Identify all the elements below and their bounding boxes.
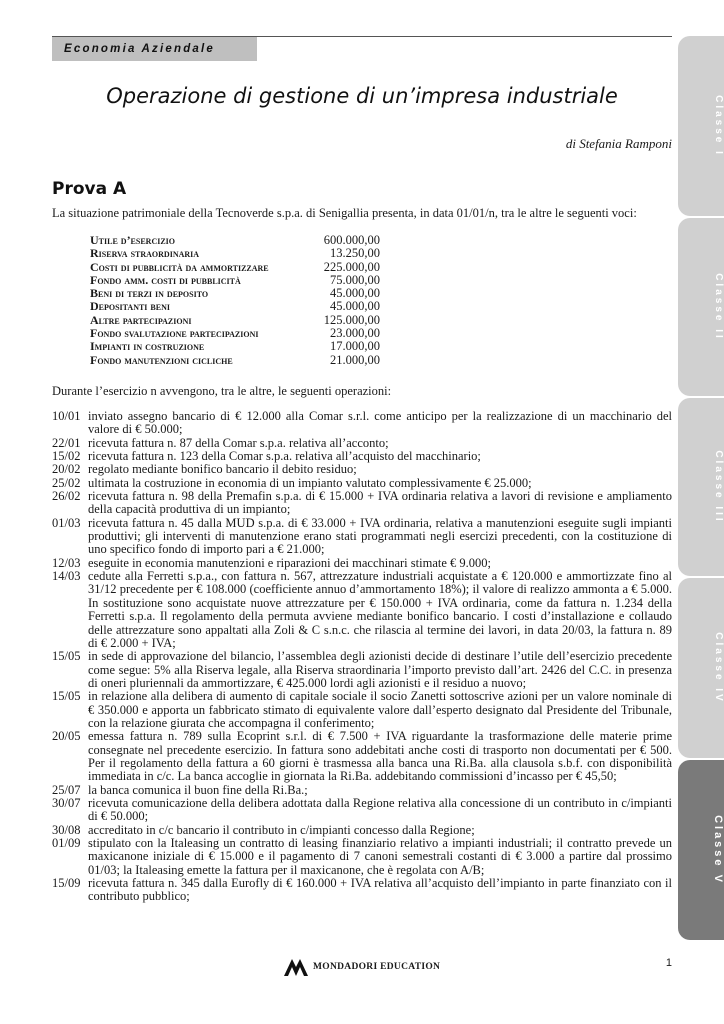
account-row: [90, 314, 380, 327]
account-name: Beni di terzi in deposito: [90, 286, 209, 301]
account-name: Impianti in costruzione: [90, 339, 205, 354]
side-tab-classe-2[interactable]: [678, 218, 724, 396]
account-value: 125.000,00: [323, 312, 380, 327]
account-value: 75.000,00: [330, 272, 380, 287]
account-row: [90, 340, 380, 353]
operation-text: ricevuta comunicazione della delibera adottata dalla Regione relativa alla concessione di un contributo in c/impianti di € 50.000;: [88, 795, 672, 824]
account-name: Riserva straordinaria: [90, 246, 200, 261]
account-name: Costi di pubblicità da ammortizzare: [90, 259, 269, 274]
operation-item: [52, 490, 672, 517]
account-row: [90, 274, 380, 287]
accounts-table: [90, 234, 380, 367]
operation-text: eseguite in economia manutenzioni e riparazioni dei macchinari stimate € 9.000;: [88, 555, 491, 570]
operation-date: 15/09: [52, 876, 81, 891]
account-value: 225.000,00: [323, 259, 380, 274]
account-value: 45.000,00: [330, 286, 380, 301]
operation-date: 15/05: [52, 649, 81, 664]
operation-item: [52, 437, 672, 450]
operation-item: [52, 837, 672, 877]
operation-item: [52, 463, 672, 476]
operation-text: emessa fattura n. 789 sulla Ecoprint s.r.l. di € 7.500 + IVA riguardante la trasformazione delle materie prime consegnate nel precedente esercizio. In fattura sono addebitati anche costi di trasporto non documentati per € 500. Per il regolamento della fattura a 60 giorni è trasmessa alla banca una Ri.Ba. alla clausola s.b.f. con disponibilità immediata in c/c. La banca accoglie in giornata la Ri.Ba. addebitando commissioni d’incasso per € 45,50;: [88, 729, 672, 784]
account-name: Depositanti beni: [90, 299, 170, 314]
side-tab-label: Classe III: [713, 450, 724, 524]
operation-text: regolato mediante bonifico bancario il debito residuo;: [88, 462, 357, 477]
operation-date: 14/03: [52, 569, 81, 584]
operation-item: [52, 784, 672, 797]
page-title: Operazione di gestione di un’impresa industriale: [106, 84, 618, 108]
account-value: 13.250,00: [330, 246, 380, 261]
operation-text: in relazione alla delibera di aumento di capitale sociale il socio Zanetti sottoscrive azioni per un valore nominale di € 350.000 e apporta un fabbricato stimato di equivalente valore dall’esperto designato dal Presidente del Tribunale, con la relazione giurata che accompagna il conferimento;: [88, 689, 672, 730]
operation-item: [52, 570, 672, 650]
operation-item: [52, 477, 672, 490]
side-tab-label: Classe I: [713, 95, 724, 157]
account-row: [90, 247, 380, 260]
operation-text: stipulato con la Italeasing un contratto di leasing finanziario relativo a impianti industriali; il contratto prevede un maxicanone iniziale di € 15.000 e il pagamento di 7 canoni semestrali costanti di € 3.000 a partire dal prossimo 01/03; la Italeasing emette la fattura per il maxicanone, che è regolata con A/B;: [88, 836, 672, 877]
operation-text: inviato assegno bancario di € 12.000 alla Comar s.r.l. come anticipo per la realizzazione di un macchinario del valore di € 50.000;: [88, 409, 672, 437]
operation-date: 01/03: [52, 515, 81, 530]
operations-list: [52, 410, 672, 904]
account-name: Fondo manutenzioni cicliche: [90, 352, 233, 367]
operation-text: ricevuta fattura n. 45 dalla MUD s.p.a. di € 33.000 + IVA ordinaria, relativa a manutenzioni eseguite sugli impianti produttivi; gli interventi di manutenzione erano stati programmati negli esercizi precedenti, con la costituzione di uno specifico fondo di importo pari a € 21.000;: [88, 515, 672, 557]
section-title: Prova A: [52, 179, 127, 199]
operation-item: [52, 410, 672, 437]
operation-item: [52, 690, 672, 730]
account-name: Fondo amm. costi di pubblicità: [90, 272, 241, 287]
operation-date: 10/01: [52, 409, 81, 423]
operation-text: in sede di approvazione del bilancio, l’assemblea degli azionisti decide di destinare l’utile dell’esercizio precedente come segue: 5% alla Riserva legale, alla Riserva straordinaria l’importo previsto dall’art. 2426 del C.C. in presenza di oneri pluriennali da ammortizzare, € 425.000 lordi agli azionisti e il residuo a nuovo;: [88, 649, 672, 690]
operation-text: ricevuta fattura n. 345 dalla Eurofly di € 160.000 + IVA relativa all’acquisto dell’impianto in parte finanziato con il contributo pubblico;: [88, 876, 672, 904]
account-row: [90, 354, 380, 367]
operation-date: 25/02: [52, 475, 81, 490]
operation-item: [52, 797, 672, 824]
mondadori-m-icon: [283, 957, 309, 977]
side-tab-label: Classe II: [713, 273, 724, 341]
account-value: 21.000,00: [330, 352, 380, 367]
side-tab-classe-3[interactable]: [678, 398, 724, 576]
section-header: Economia Aziendale: [52, 37, 257, 61]
side-tab-classe-4[interactable]: [678, 578, 724, 758]
account-name: Altre partecipazioni: [90, 312, 192, 327]
account-value: 23.000,00: [330, 326, 380, 341]
operation-text: la banca comunica il buon fine della Ri.Ba.;: [88, 782, 308, 797]
operation-item: [52, 824, 672, 837]
operation-text: cedute alla Ferretti s.p.a., con fattura n. 567, attrezzature industriali acquistate a € 120.000 e ammortizzate fino al 31/12 precedente per € 108.000 (coefficiente annuo d’ammortamento 18%); il valore di realizzo ammonta a € 5.000. In sostituzione sono acquistate nuove attrezzature per € 150.000 + IVA ordinaria, come da fattura n. 1.234 della Ferretti s.p.a. Il regolamento della permuta avviene mediante bonifico bancario. I costi d’installazione e collaudo delle attrezzature sono appaltati alla Zoli & C s.n.c. che rilascia al termine dei lavori, in data 20/03, la fattura n. 89 di € 2.000 + IVA;: [88, 569, 672, 650]
account-name: Fondo svalutazione partecipazioni: [90, 326, 259, 341]
operation-date: 25/07: [52, 782, 81, 797]
operation-item: [52, 877, 672, 904]
operation-date: 20/02: [52, 462, 81, 477]
account-value: 600.000,00: [323, 233, 380, 247]
account-row: [90, 234, 380, 247]
operation-date: 01/09: [52, 836, 81, 850]
account-row: [90, 261, 380, 274]
account-name: Utile d’esercizio: [90, 233, 176, 247]
page-number: 1: [665, 957, 672, 969]
operation-item: [52, 730, 672, 783]
operation-date: 30/07: [52, 795, 81, 810]
account-value: 17.000,00: [330, 339, 380, 354]
account-row: [90, 327, 380, 340]
operation-text: ultimata la costruzione in economia di un impianto valutato complessivamente € 25.000;: [88, 475, 532, 490]
account-row: [90, 300, 380, 313]
operation-item: [52, 650, 672, 690]
operation-date: 20/05: [52, 729, 81, 744]
side-tab-classe-5[interactable]: [678, 760, 724, 940]
operation-text: ricevuta fattura n. 87 della Comar s.p.a. relativa all’acconto;: [88, 435, 389, 450]
account-row: [90, 287, 380, 300]
publisher-name: MONDADORI EDUCATION: [313, 962, 441, 972]
operation-text: accreditato in c/c bancario il contributo in c/impianti concesso dalla Regione;: [88, 822, 475, 837]
operation-date: 30/08: [52, 822, 81, 837]
operation-date: 12/03: [52, 555, 81, 570]
author: di Stefania Ramponi: [565, 136, 672, 151]
operation-text: ricevuta fattura n. 123 della Comar s.p.a. relativa all’acquisto del macchinario;: [88, 449, 481, 464]
account-value: 45.000,00: [330, 299, 380, 314]
operation-text: ricevuta fattura n. 98 della Premafin s.p.a. di € 15.000 + IVA ordinaria relativa a lavori di revisione e ampliamento della capacità produttiva di un impianto;: [88, 489, 672, 517]
side-tab-label: Classe V: [712, 815, 724, 885]
operation-date: 22/01: [52, 435, 81, 450]
operation-item: [52, 557, 672, 570]
intro-paragraph: La situazione patrimoniale della Tecnoverde s.p.a. di Senigallia presenta, in data 01/01/n, tra le altre le seguenti voci:: [52, 206, 637, 220]
operation-item: [52, 517, 672, 557]
side-tab-classe-1[interactable]: [678, 36, 724, 216]
operation-date: 15/05: [52, 689, 81, 704]
publisher-logo: [283, 957, 440, 977]
side-tab-label: Classe IV: [713, 632, 724, 704]
operation-date: 15/02: [52, 449, 81, 464]
operations-intro: Durante l’esercizio n avvengono, tra le altre, le seguenti operazioni:: [52, 384, 392, 398]
operation-date: 26/02: [52, 489, 81, 504]
operation-item: [52, 450, 672, 463]
